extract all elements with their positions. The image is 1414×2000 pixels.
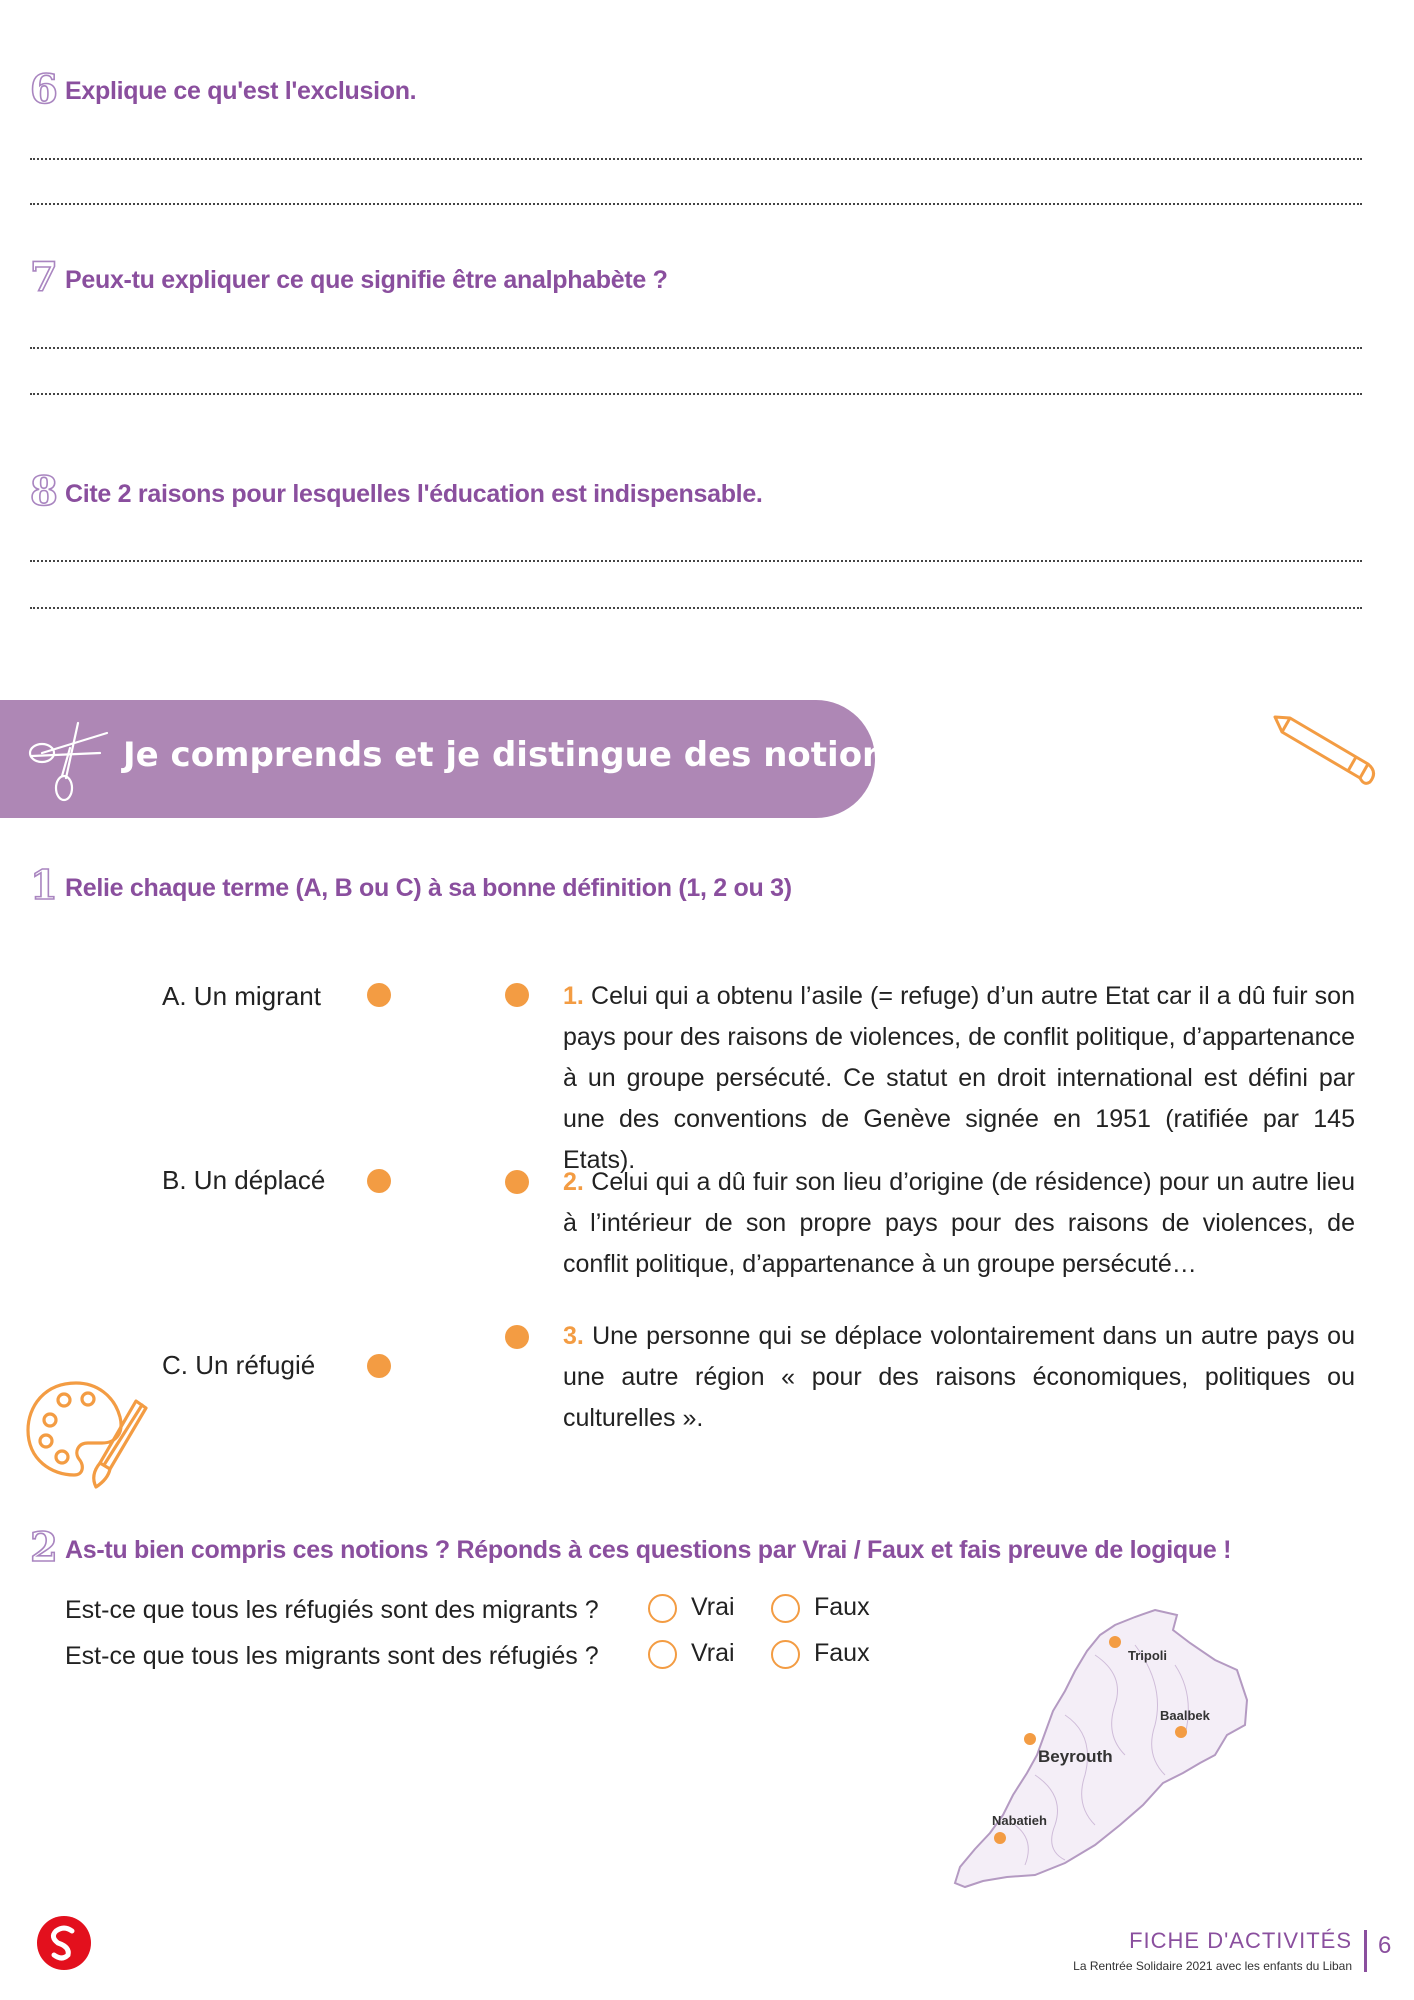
- map-label-tripoli: Tripoli: [1128, 1648, 1167, 1663]
- term-a-connector-dot[interactable]: [367, 983, 391, 1007]
- map-label-beyrouth: Beyrouth: [1038, 1747, 1113, 1766]
- false-label-2: Faux: [814, 1639, 870, 1667]
- term-c: C. Un réfugié: [162, 1350, 316, 1380]
- section-title: Je comprends et je distingue des notions: [123, 735, 907, 775]
- map-marker-nabatieh: [994, 1832, 1006, 1844]
- definition-1-connector-dot[interactable]: [505, 983, 529, 1007]
- answer-line[interactable]: [30, 203, 1362, 205]
- true-false-question-2: Est-ce que tous les migrants sont des réfugiés ?: [65, 1642, 599, 1670]
- footer-subtitle: La Rentrée Solidaire 2021 avec les enfants du Liban: [1073, 1959, 1352, 1973]
- definition-1: 1. Celui qui a obtenu l’asile (= refuge) d’un autre Etat car il a dû fuir son pays pour des raisons de violences, de conflit politique, d’appartenance à un groupe persécuté. Ce statut en droit international est défini par une des conventions de Genève signée en 1951 (ratifiée par 145 Etats).: [563, 982, 1355, 1174]
- exercise-1-instruction: Relie chaque terme (A, B ou C) à sa bonne définition (1, 2 ou 3): [65, 874, 792, 902]
- footer-title: FICHE D'ACTIVITÉS: [1129, 1928, 1352, 1953]
- map-marker-beyrouth: [1024, 1733, 1036, 1745]
- true-radio-2[interactable]: [648, 1640, 677, 1669]
- question-8-text: Cite 2 raisons pour lesquelles l'éducation est indispensable.: [65, 480, 763, 508]
- answer-line[interactable]: [30, 347, 1362, 349]
- map-marker-baalbek: [1175, 1726, 1187, 1738]
- definition-3: 3. Une personne qui se déplace volontairement dans un autre pays ou une autre région « pour des raisons économiques, politiques ou culturelles ».: [563, 1322, 1355, 1432]
- solidarite-laique-logo-icon: [36, 1915, 92, 1971]
- term-b: B. Un déplacé: [162, 1165, 326, 1195]
- exercise-number-1: 1: [30, 862, 58, 909]
- term-b-connector-dot[interactable]: [367, 1169, 391, 1193]
- map-label-nabatieh: Nabatieh: [992, 1813, 1047, 1828]
- exercise-number-2: 2: [30, 1524, 58, 1571]
- definition-2-connector-dot[interactable]: [505, 1170, 529, 1194]
- true-false-question-1: Est-ce que tous les réfugiés sont des migrants ?: [65, 1596, 599, 1624]
- false-label-1: Faux: [814, 1593, 870, 1621]
- answer-line[interactable]: [30, 607, 1362, 609]
- definition-2: 2. Celui qui a dû fuir son lieu d’origine (de résidence) pour un autre lieu à l’intérieur de son propre pays pour des raisons de violences, de conflit politique, d’appartenance à un groupe persécuté…: [563, 1168, 1355, 1278]
- page-number: 6: [1378, 1932, 1392, 1959]
- question-7-text: Peux-tu expliquer ce que signifie être analphabète ?: [65, 266, 668, 294]
- palette-icon: [24, 1375, 149, 1500]
- true-label-1: Vrai: [691, 1593, 735, 1621]
- false-radio-1[interactable]: [771, 1594, 800, 1623]
- true-radio-1[interactable]: [648, 1594, 677, 1623]
- question-number-6: 6: [30, 66, 58, 113]
- term-a: A. Un migrant: [162, 981, 321, 1011]
- map-label-baalbek: Baalbek: [1160, 1708, 1210, 1723]
- definition-3-connector-dot[interactable]: [505, 1325, 529, 1349]
- question-number-7: 7: [30, 254, 58, 301]
- pencil-icon: [1270, 712, 1380, 787]
- answer-line[interactable]: [30, 393, 1362, 395]
- question-6-text: Explique ce qu'est l'exclusion.: [65, 77, 417, 105]
- exercise-2-instruction: As-tu bien compris ces notions ? Réponds à ces questions par Vrai / Faux et fais preuve de logique !: [65, 1536, 1232, 1564]
- footer-divider: [1364, 1930, 1367, 1972]
- map-marker-tripoli: [1109, 1636, 1121, 1648]
- false-radio-2[interactable]: [771, 1640, 800, 1669]
- answer-line[interactable]: [30, 560, 1362, 562]
- scissors-icon: [22, 718, 112, 803]
- lebanon-map: [915, 1605, 1295, 1895]
- term-c-connector-dot[interactable]: [367, 1354, 391, 1378]
- question-number-8: 8: [30, 468, 58, 515]
- answer-line[interactable]: [30, 158, 1362, 160]
- true-label-2: Vrai: [691, 1639, 735, 1667]
